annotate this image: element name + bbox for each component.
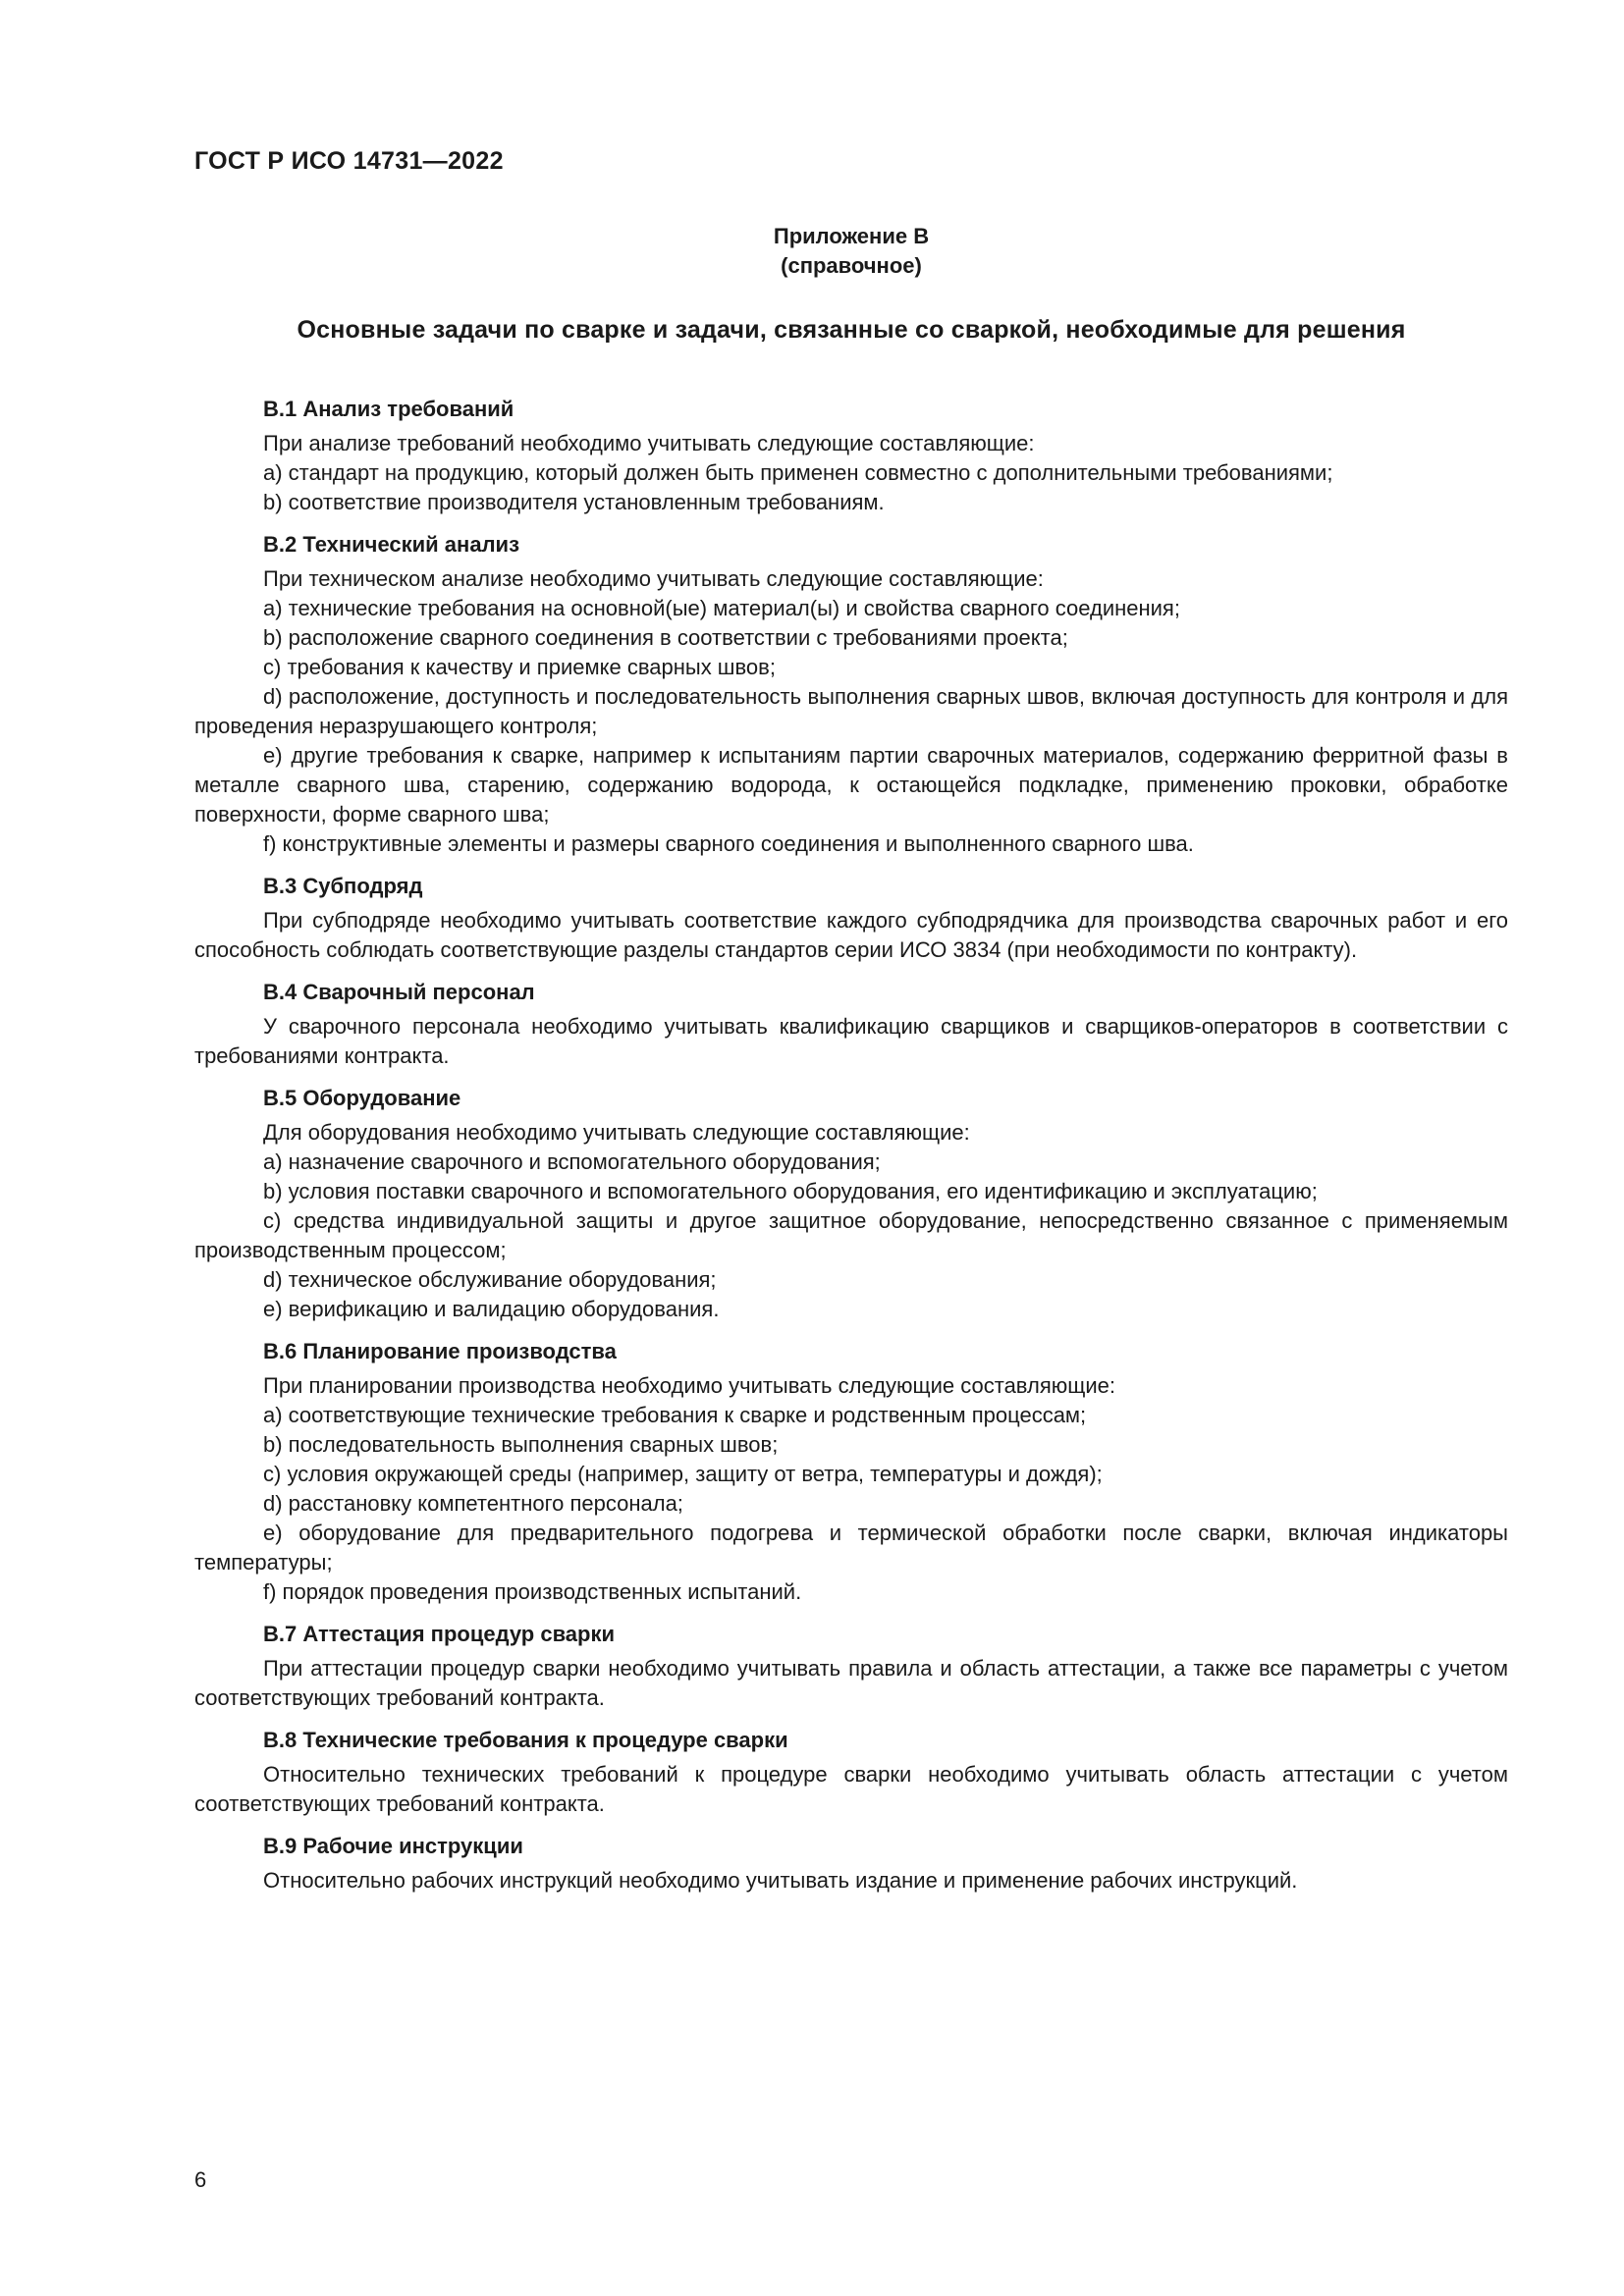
section-paragraph: a) соответствующие технические требования к сварке и родственным процессам; — [263, 1403, 1087, 1427]
section-paragraph: У сварочного персонала необходимо учитывать квалификацию сварщиков и сварщиков-операторов в соответствии с требованиями контракта. — [194, 1014, 1508, 1068]
section-paragraph: Относительно технических требований к процедуре сварки необходимо учитывать область аттестации с учетом соответствующих требований контракта. — [194, 1762, 1508, 1816]
section-heading: B.6 Планирование производства — [263, 1339, 617, 1363]
section-heading: B.8 Технические требования к процедуре сварки — [263, 1728, 788, 1752]
section-paragraph: d) расстановку компетентного персонала; — [263, 1491, 683, 1516]
page-number: 6 — [194, 2167, 207, 2192]
section-heading: B.9 Рабочие инструкции — [263, 1834, 523, 1858]
annex-title: Приложение B — [773, 224, 930, 248]
section-paragraph: e) верификацию и валидацию оборудования. — [263, 1297, 720, 1321]
section-paragraph: d) техническое обслуживание оборудования; — [263, 1267, 717, 1292]
section-paragraph: b) условия поставки сварочного и вспомогательного оборудования, его идентификацию и эксплуатацию; — [263, 1179, 1318, 1203]
section-paragraph: c) условия окружающей среды (например, защиту от ветра, температуры и дождя); — [263, 1462, 1103, 1486]
section-paragraph: c) требования к качеству и приемке сварных швов; — [263, 655, 776, 679]
section-paragraph: d) расположение, доступность и последовательность выполнения сварных швов, включая доступность для контроля и для проведения неразрушающего контроля; — [194, 684, 1508, 738]
section-paragraph: При техническом анализе необходимо учитывать следующие составляющие: — [263, 566, 1044, 591]
section-paragraph: a) назначение сварочного и вспомогательного оборудования; — [263, 1149, 881, 1174]
standard-designation: ГОСТ Р ИСО 14731—2022 — [194, 147, 504, 175]
section-heading: B.7 Аттестация процедур сварки — [263, 1622, 616, 1646]
section-paragraph: e) оборудование для предварительного подогрева и термической обработки после сварки, включая индикаторы температуры; — [194, 1521, 1508, 1575]
section-paragraph: e) другие требования к сварке, например к испытаниям партии сварочных материалов, содержанию ферритной фазы в металле сварного шва, старению, содержанию водорода, к остающейся подкладке, применению проковки, обработке поверхности, форме сварного шва; — [194, 743, 1508, 827]
section-paragraph: Относительно рабочих инструкций необходимо учитывать издание и применение рабочих инструкций. — [263, 1868, 1298, 1893]
section-paragraph: a) технические требования на основной(ые) материал(ы) и свойства сварного соединения; — [263, 596, 1180, 620]
annex-heading — [194, 222, 1508, 281]
section-paragraph: b) соответствие производителя установленным требованиям. — [263, 490, 885, 514]
annex-subtitle: (справочное) — [781, 253, 922, 278]
section-heading: B.4 Сварочный персонал — [263, 980, 535, 1004]
section-paragraph: При аттестации процедур сварки необходимо учитывать правила и область аттестации, а также все параметры с учетом соответствующих требований контракта. — [194, 1656, 1508, 1710]
section-heading: B.3 Субподряд — [263, 874, 423, 898]
section-paragraph: f) порядок проведения производственных испытаний. — [263, 1579, 802, 1604]
section-paragraph: При анализе требований необходимо учитывать следующие составляющие: — [263, 431, 1035, 455]
section-heading: B.5 Оборудование — [263, 1086, 461, 1110]
section-paragraph: b) последовательность выполнения сварных швов; — [263, 1432, 779, 1457]
section-paragraph: c) средства индивидуальной защиты и другое защитное оборудование, непосредственно связанное с применяемым производственным процессом; — [194, 1208, 1508, 1262]
section-paragraph: При субподряде необходимо учитывать соответствие каждого субподрядчика для производства сварочных работ и его способность соблюдать соответствующие разделы стандартов серии ИСО 3834 (при необходимости по контракту). — [194, 908, 1508, 962]
annex-body — [194, 395, 1508, 1896]
section-heading: B.1 Анализ требований — [263, 397, 514, 421]
section-paragraph: Для оборудования необходимо учитывать следующие составляющие: — [263, 1120, 970, 1145]
section-heading: B.2 Технический анализ — [263, 532, 520, 557]
section-paragraph: f) конструктивные элементы и размеры сварного соединения и выполненного сварного шва. — [263, 831, 1194, 856]
section-paragraph: b) расположение сварного соединения в соответствии с требованиями проекта; — [263, 625, 1068, 650]
section-paragraph: a) стандарт на продукцию, который должен быть применен совместно с дополнительными требованиями; — [263, 460, 1333, 485]
section-paragraph: При планировании производства необходимо учитывать следующие составляющие: — [263, 1373, 1115, 1398]
annex-main-title: Основные задачи по сварке и задачи, связанные со сваркой, необходимые для решения — [297, 316, 1406, 344]
